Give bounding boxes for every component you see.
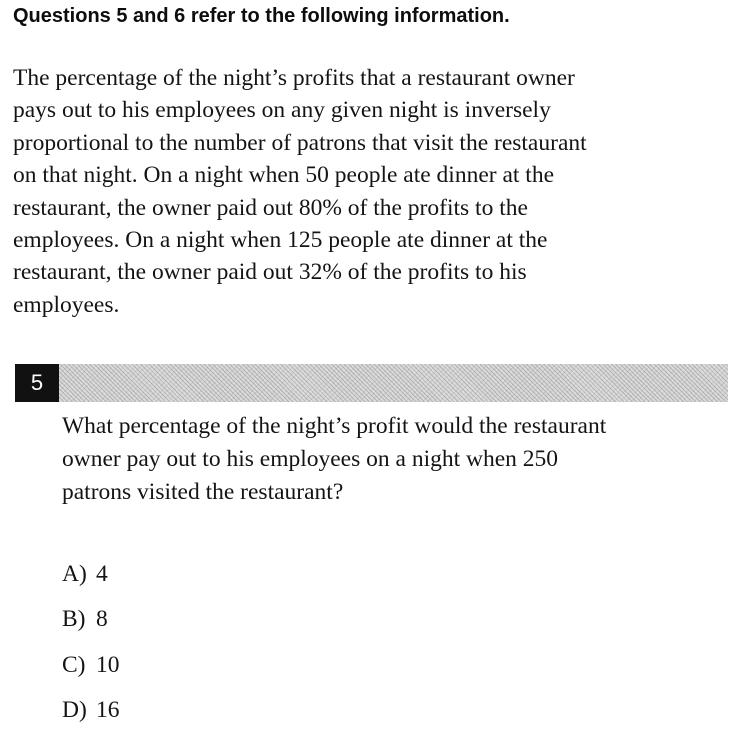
passage-line: pays out to his employees on any given night is inversely (13, 97, 551, 124)
question-line: What percentage of the night’s profit would the restaurant (62, 413, 607, 439)
passage-line: proportional to the number of patrons that visit the restaurant (13, 129, 587, 156)
choice-text: 10 (96, 651, 120, 678)
choice-letter: C) (62, 651, 86, 678)
answer-choice-b[interactable] (62, 602, 120, 647)
passage-line: employees. (13, 291, 120, 318)
answer-choices (62, 557, 120, 738)
choice-letter: D) (62, 696, 87, 723)
passage-line: restaurant, the owner paid out 32% of the profits to his (13, 259, 527, 286)
passage (13, 62, 723, 321)
choice-letter: B) (62, 606, 86, 633)
passage-line: on that night. On a night when 50 people ate dinner at the (13, 162, 555, 189)
answer-choice-a[interactable] (62, 557, 120, 602)
question-stem (62, 410, 722, 509)
passage-line: restaurant, the owner paid out 80% of the profits to the (13, 194, 528, 221)
question-bar-pattern (59, 364, 728, 402)
question-line: patrons visited the restaurant? (62, 479, 344, 505)
answer-choice-c[interactable] (62, 648, 120, 693)
choice-text: 8 (96, 606, 108, 633)
answer-choice-d[interactable] (62, 693, 120, 738)
section-heading: Questions 5 and 6 refer to the following information. (13, 5, 510, 27)
question-header-bar (15, 364, 728, 402)
question-line: owner pay out to his employees on a night when 250 (62, 446, 559, 472)
passage-line: employees. On a night when 125 people ate dinner at the (13, 227, 548, 254)
choice-letter: A) (62, 561, 87, 587)
question-number-badge: 5 (15, 364, 59, 402)
choice-text: 16 (96, 696, 120, 723)
choice-text: 4 (96, 561, 108, 587)
passage-line: The percentage of the night’s profits that a restaurant owner (13, 65, 575, 91)
